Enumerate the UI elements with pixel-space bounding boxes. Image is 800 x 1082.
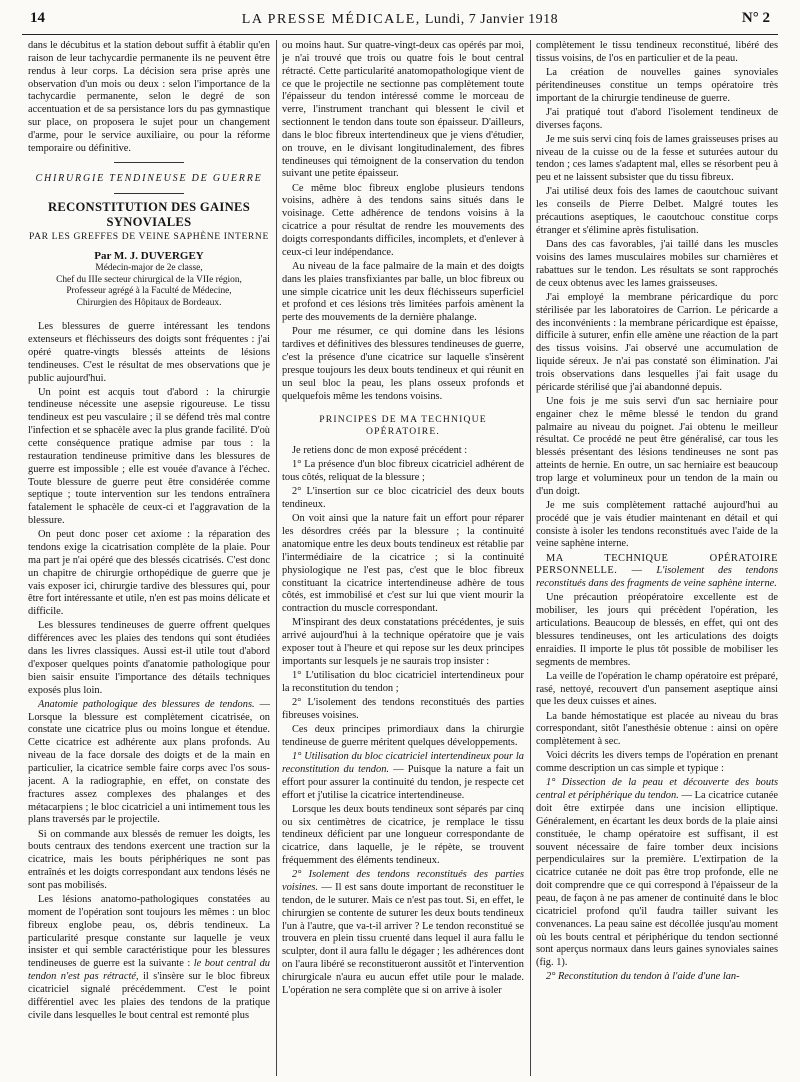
paragraph: Les blessures tendineuses de guerre offrent quelques différences avec les plaies des tendons qui sont étudiées dans les livres classiques. Aussi est-il utile tout d'abord d'exposer quelques points d'anatomie pathologique pour bien saisir ensuite l'importance des détails techniques exposés plus loin. [28,620,270,696]
paragraph: On voit ainsi que la nature fait un effort pour réparer les désordres créés par la blessure ; la continuité anatomique entre les deux bouts tendineux est rétablie par l'intermédiaire de la cicatrice ; si la continuité physiologique ne l'est pas, c'est que le bloc fibreux constituant la cicatrice intertendineuse adhère de tous côtés, est immobilisé et c'est sur lui que vient mourir la contraction du muscle correspondant. [282,513,524,615]
paragraph: Je me suis servi cinq fois de lames graisseuses prises au niveau de la cuisse ou de la fesse et suturées autour du tendon ; ces lames s'adaptent mal, elles se résorbent peu à peu et ne laissent subsister que du tissu fibreux. [536,133,778,184]
running-title [22,12,778,28]
paragraph: Dans des cas favorables, j'ai taillé dans les muscles voisins des lames musculaires mobiles sur charnières et rabattues sur le tendon. Les résultats se sont rapprochés de ceux obtenus avec les lames graisseuses. [536,239,778,289]
paragraph [536,777,778,970]
column-left [28,40,270,1076]
affiliation-line: Chef du IIIe secteur chirurgical de la VIIe région, [56,274,242,285]
section-heading: PRINCIPES DE MA TECHNIQUE OPÉRATOIRE. [319,413,487,438]
article-title: RECONSTITUTION DES GAINES SYNOVIALES [47,200,251,230]
paragraph: La veille de l'opération le champ opératoire est préparé, rasé, nettoyé, recouvert d'un pansement aseptique ainsi que les deux cuisses et aines. [536,670,778,708]
paragraph-text: — Il est sans doute important de reconstituer le tendon, de le suturer. Mais ce n'est pas tout. Si, en effet, le chirurgien se contente de suturer les deux bouts tendineux l'un à l'autre, que va-t-il arriver ? Le tendon reconstitué se trouvera en plein tissu cruenté dans lequel il aura fallu le sculpter, dont il aura fallu le dégager ; les adhérences dont on l'aura libéré se reconstitueront aussitôt et l'intervention chirurgicale n'aura eu aucun effet utile pour le malade. L'opération ne sera complète que si on arrive à isoler [282,882,524,996]
page-number: 14 [30,10,45,26]
paragraph [282,751,524,802]
column-rule [530,40,531,1076]
paragraph: Les blessures de guerre intéressant les tendons extenseurs et fléchisseurs des doigts sont fréquentes : j'ai opéré quatre-vingts blessés atteints de lésions tendineuses. C'est le résultat de mes observations que je public aujourd'hui. [28,321,270,384]
paragraph: Pour me résumer, ce qui domine dans les lésions tardives et définitives des blessures tendineuses de guerre, c'est la présence d'une cicatrice sur laquelle s'insèrent presque toujours les deux bouts tendineux et qui réunit en un seul bloc la peau, les plans osseux profonds et quelquefois même les tendons voisins. [282,326,524,402]
section-subheading: L'isolement des tendons reconstitués dans des fragments de veine saphène interne. [536,565,778,590]
paragraph: Je me suis complètement rattaché aujourd'hui au procédé que je vais étudier maintenant en détail et qui consiste à isoler les tendons reconstitués avec l'aide de la veine saphène interne. [536,499,778,550]
paragraph: Voici décrits les divers temps de l'opération en prenant comme description un cas simple et typique : [536,750,778,775]
italic-emphasis: le bout central du tendon n'est pas rétracté, [28,958,270,983]
article-author: Par M. J. DUVERGEY [94,250,204,263]
paragraph: ou moins haut. Sur quatre-vingt-deux cas opérés par moi, je n'ai trouvé que trois ou quatre fois le bout central rétracté. Cette particularité anatomopathologique vient de ce que le projectile ne sectionne pas complètement toute l'épaisseur du tendon intéressé comme le morceau de verre, l'instrument tranchant qui blessent le civil et sectionnent le tendon dans toute son épaisseur. D'ailleurs, dans le bloc fibreux intertendineux que je viens d'étudier, on trouve, en le divisant longitudinalement, des fibres tendineuses qui témoignent de la conservation du tendon suivant une petite épaisseur. [282,40,524,180]
paragraph: Ce même bloc fibreux englobe plusieurs tendons voisins, adhère à des tendons sains situés dans le voisinage. Cette adhérence de tendons voisins à la cicatrice a pour résultat de rendre les mouvements des doigts correspondants difficiles, incomplets, et d'enlever à ceux-ci leur indépendance. [282,182,524,258]
paragraph: On peut donc poser cet axiome : la réparation des tendons exige la cicatrisation complète de la plaie. Pour ma part je n'ai opéré que des blessés cicatrisés. C'est donc un chapitre de chirurgie orthopédique de guerre que je vais exposer ici, chirurgie tardive des blessures qui, pour être fort intéressante et utile, n'en est pas moins délicate et difficile. [28,529,270,618]
paragraph: La bande hémostatique est placée au niveau du bras correspondant, sitôt l'anesthésie obtenue : ainsi on opère complètement à sec. [536,710,778,748]
paragraph-text: — La cicatrice cutanée doit être extirpée dans une incision elliptique. Généralement, en écartant les deux bords de la plaie ainsi constituée, le champ opératoire est suffisant, il est souvent nécessaire de faire tomber deux incisions perpendiculaires sur la première. L'extirpation de la cicatrice cutanée ne doit pas être trop profonde, elle ne doit comprendre que ce qui correspond à l'épaisseur de la peau, de façon à ne pas amener de continuité dans le bloc cicatriciel profond qu'il faudra tailler suivant les convenances. La peau saine est décollée jusqu'au moment où les bouts central et périphérique du tendon sectionné sont aperçus normaux dans leurs gaines synoviales saines (fig. 1). [536,790,778,969]
italic-heading: 2° Reconstitution du tendon à l'aide d'une lan- [546,971,740,983]
paragraph [28,699,270,827]
affiliation-line: Professeur agrégé à la Faculté de Médecine, [66,286,232,297]
divider [114,162,184,163]
paragraph: 2° L'isolement des tendons reconstitués des parties fibreuses voisines. [282,697,524,721]
paragraph [282,869,524,997]
paragraph: J'ai employé la membrane péricardique du porc stérilisée par les laboratoires de Carrion. Le péricarde a des inconvénients : la membrane péricardique est épaisse, difficile à suturer, enfin elle amène une réaction de la part des tissus voisins. J'ai observé une accumulation de liquide séreux. Je n'ai pas constaté son élimination. J'ai trois observations dans lesquelles j'ai fait usage du péricarde stérilisé que j'ai abandonné depuis. [536,291,778,393]
italic-heading: 1° Dissection de la peau et découverte des bouts central et périphérique du tendon. [536,777,778,802]
affiliation-line: Chirurgien des Hôpitaux de Bordeaux. [76,297,222,308]
column-middle [282,40,524,1076]
paragraph: 1° La présence d'un bloc fibreux cicatriciel adhérent de tous côtés, reliquat de la blessure ; [282,459,524,484]
page-header [22,8,778,35]
paragraph: Lorsque les deux bouts tendineux sont séparés par cinq ou six centimètres de cicatrice, je remplace le tissu tendineux déficient par une longueur correspondante de cicatrice, dans laquelle, je le répète, se trouvent fréquemment des éléments tendineux. [282,803,524,867]
italic-heading: 1° Utilisation du bloc cicatriciel intertendineux pour la reconstitution du tendon. [282,750,524,775]
paragraph-text: — Lorsque la blessure est complètement cicatrisée, on constate une cicatrice plus ou moins longue et étendue. Cette cicatrice est adhérente aux plans profonds. Au niveau de la face dorsale des doigts et de la main en particulier, la cicatrice semble faire corps avec l'os sous-jacent. A la radiographie, en effet, on constate des fractures assez complexes des phalanges et des métacarpiens ; le bloc cicatriciel a uni intimement tous les plans traversés par le projectile. [28,698,270,826]
paragraph: Une précaution préopératoire excellente est de mobiliser, les jours qui précèdent l'opération, les articulations. Beaucoup de blessés, en effet, qui ont des blessures tendineuses, ont les articulations des doigts enraidies. Il importe le plus tôt possible de mobiliser les segments de membres. [536,592,778,668]
section-heading [536,553,778,592]
paragraph [28,894,270,1022]
paragraph: Ces deux principes primordiaux dans la chirurgie tendineuse de guerre méritent quelques développements. [282,724,524,748]
italic-heading: Anatomie pathologique des blessures de tendons. [38,698,255,710]
paragraph: Au niveau de la face palmaire de la main et des doigts dans les plaies transfixiantes par balle, un bloc fibreux ou une simple cicatrice unit les deux fléchisseurs superficiel et profond et ces lésions très limitées parfois amènent la perte des mouvements de la dernière phalange. [282,260,524,324]
paragraph: Un point est acquis tout d'abord : la chirurgie tendineuse nécessite une asepsie rigoureuse. Le tissu tendineux est peu vasculaire ; il se défend très mal contre l'infection et se sphacèle avec la plus grande facilité. D'où cette conséquence pratique admise par tous : la restauration tendineuse primitive dans les blessures de guerre est impossible ; elle est vouée d'avance à l'échec. Toute blessure de guerre peut être considérée comme septique ; toute intervention sur les tendons entraînera fatalement le sphacèle de ceux-ci et l'aggravation de la blessure. [28,386,270,527]
paragraph: 1° L'utilisation du bloc cicatriciel intertendineux pour la reconstitution du tendon ; [282,670,524,694]
issue-date: Lundi, 7 Janvier 1918 [424,12,559,27]
paragraph: M'inspirant des deux constatations précédentes, je suis arrivé aujourd'hui à la technique opératoire que je vais exposer tout à l'heure et qui repose sur les deux principes importants sur lesquels je ne saurais trop insister : [282,617,524,667]
section-rubric: CHIRURGIE TENDINEUSE DE GUERRE [35,172,263,184]
paragraph: Si on commande aux blessés de remuer les doigts, les bouts centraux des tendons exercent une traction sur la cicatrice, mais les bouts périphériques ne sont pas entraînés et les doigts correspondant aux tendons lésés ne sont pas mobilisés. [28,828,270,891]
column-rule [276,40,277,1076]
paragraph: Je retiens donc de mon exposé précédent : [292,445,468,457]
paragraph: La création de nouvelles gaines synoviales péritendineuses constitue un temps opératoire très important de la chirurgie tendineuse de guerre. [536,66,778,104]
paragraph: dans le décubitus et la station debout suffit à établir qu'en raison de leur tachycardie permanente ils ne peuvent être rendus à leur corps. La décision sera prise après une observation d'un mois ou deux : selon l'importance de la tachycardie permanente, selon le degré de son accentuation et de sa persistance lors du pas gymnastique sur place, on proposera le sujet pour un changement d'arme, pour le service auxiliaire, ou pour la réforme temporaire ou définitive. [28,40,270,154]
paragraph: J'ai utilisé deux fois des lames de caoutchouc suivant les conseils de Pierre Delbet. Malgré toutes les précautions aseptiques, le caoutchouc constitue corps étranger et s'élimine après fistulisation. [536,186,778,236]
issue-number: N° 2 [741,10,770,26]
paragraph-text: Les lésions anatomo-pathologiques constatées au moment de l'opération sont toujours les mêmes : un bloc fibreux englobe peau, os, débris tendineux. La particularité presque constante sur laquelle je veux insister et qui semble caractéristique pour les blessures tendineuses de guerre est la suivante : [28,894,270,970]
paragraph-text: il s'insère sur le bloc fibreux cicatriciel signalé précédemment. C'est le point différentiel avec les plaies des tendons de la pratique civile dans lesquelles le bout central est remonté plus [28,971,270,1021]
divider [114,193,184,194]
article-subtitle: PAR LES GREFFES DE VEINE SAPHÈNE INTERNE [29,231,269,243]
paragraph: complètement le tissu tendineux reconstitué, libéré des tissus voisins, de l'os en particulier et de la peau. [536,40,778,64]
section-heading-label: MA TECHNIQUE OPÉRATOIRE PERSONNELLE. — [536,552,778,577]
paragraph: 2° L'insertion sur ce bloc cicatriciel des deux bouts tendineux. [282,486,524,511]
author-affiliation [28,263,270,309]
paragraph: J'ai pratiqué tout d'abord l'isolement tendineux de diverses façons. [536,106,778,131]
journal-name: LA PRESSE MÉDICALE, [241,12,421,27]
italic-heading: 2° Isolement des tendons reconstitués des parties voisines. [282,869,524,894]
affiliation-line: Médecin-major de 2e classe, [95,263,203,274]
paragraph [536,971,778,984]
column-right [536,40,778,1076]
paragraph: Une fois je me suis servi d'un sac herniaire pour engainer chez le même blessé le tendon du grand palmaire au niveau du poignet. J'ai obtenu le meilleur résultat. Ce procédé ne peut être généralisé, car tous les blessés présentant des lésions tendineuses ne sont pas atteints de hernie. En outre, un sac herniaire est beaucoup trop large et volumineux pour un tendon de la main ou d'un doigt. [536,395,778,497]
paragraph-text: — Puisque la nature a fait un effort pour assurer la continuité du tendon, je respecte cet effort et j'utilise la cicatrice intertendineuse. [282,763,524,801]
